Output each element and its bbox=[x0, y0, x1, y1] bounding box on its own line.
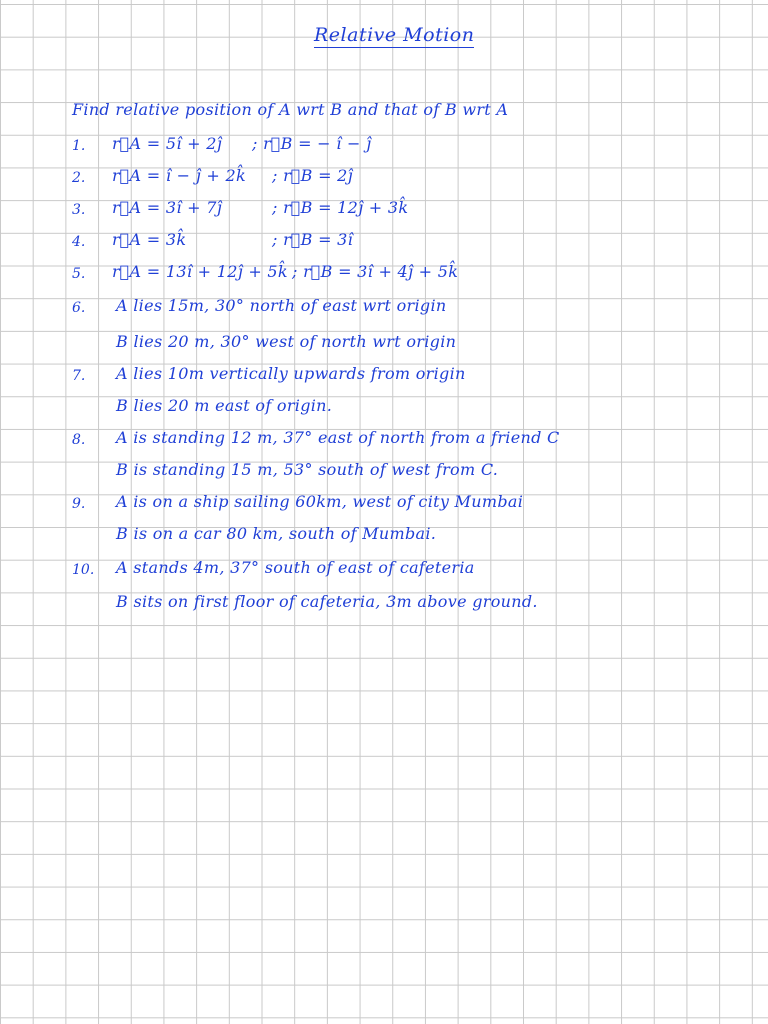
problem-a-statement: A stands 4m, 37° south of east of cafeteria bbox=[116, 558, 475, 577]
problem-number: 2. bbox=[72, 170, 86, 186]
problem-number: 8. bbox=[72, 432, 86, 448]
problem-number: 9. bbox=[72, 496, 86, 512]
problem-number: 7. bbox=[72, 368, 86, 384]
problem-number: 3. bbox=[72, 202, 86, 218]
problem-number: 4. bbox=[72, 234, 86, 250]
intro-text: Find relative position of A wrt B and that of B wrt A bbox=[72, 100, 509, 119]
problem-b-statement: B sits on first floor of cafeteria, 3m above ground. bbox=[116, 592, 538, 611]
problem-a-statement: A lies 15m, 30° north of east wrt origin bbox=[116, 296, 447, 315]
problem-a-vector: r⃗A = î − ĵ + 2k̂ bbox=[112, 166, 246, 185]
problem-b-statement: B is on a car 80 km, south of Mumbai. bbox=[116, 524, 437, 543]
problem-b-statement: B is standing 15 m, 53° south of west from C. bbox=[116, 460, 499, 479]
problem-a-vector: r⃗A = 3î + 7ĵ bbox=[112, 198, 222, 217]
problem-a-statement: A lies 10m vertically upwards from origin bbox=[116, 364, 466, 383]
problem-number: 10. bbox=[72, 562, 95, 578]
problem-b-vector: ; r⃗B = 3î + 4ĵ + 5k̂ bbox=[292, 262, 459, 281]
problem-a-vector: r⃗A = 3k̂ bbox=[112, 230, 187, 249]
problem-a-vector: r⃗A = 5î + 2ĵ bbox=[112, 134, 222, 153]
problem-b-statement: B lies 20 m, 30° west of north wrt origin bbox=[116, 332, 457, 351]
problem-b-vector: ; r⃗B = − î − ĵ bbox=[252, 134, 372, 153]
problem-number: 5. bbox=[72, 266, 86, 282]
problem-a-statement: A is on a ship sailing 60km, west of city Mumbai bbox=[116, 492, 524, 511]
problem-b-statement: B lies 20 m east of origin. bbox=[116, 396, 333, 415]
problem-number: 6. bbox=[72, 300, 86, 316]
problem-b-vector: ; r⃗B = 3î bbox=[272, 230, 354, 249]
problem-a-statement: A is standing 12 m, 37° east of north from a friend C bbox=[116, 428, 560, 447]
page-title: Relative Motion bbox=[314, 24, 475, 46]
problem-a-vector: r⃗A = 13î + 12ĵ + 5k̂ bbox=[112, 262, 288, 281]
problem-b-vector: ; r⃗B = 12ĵ + 3k̂ bbox=[272, 198, 409, 217]
problem-b-vector: ; r⃗B = 2ĵ bbox=[272, 166, 353, 185]
problem-number: 1. bbox=[72, 138, 86, 154]
